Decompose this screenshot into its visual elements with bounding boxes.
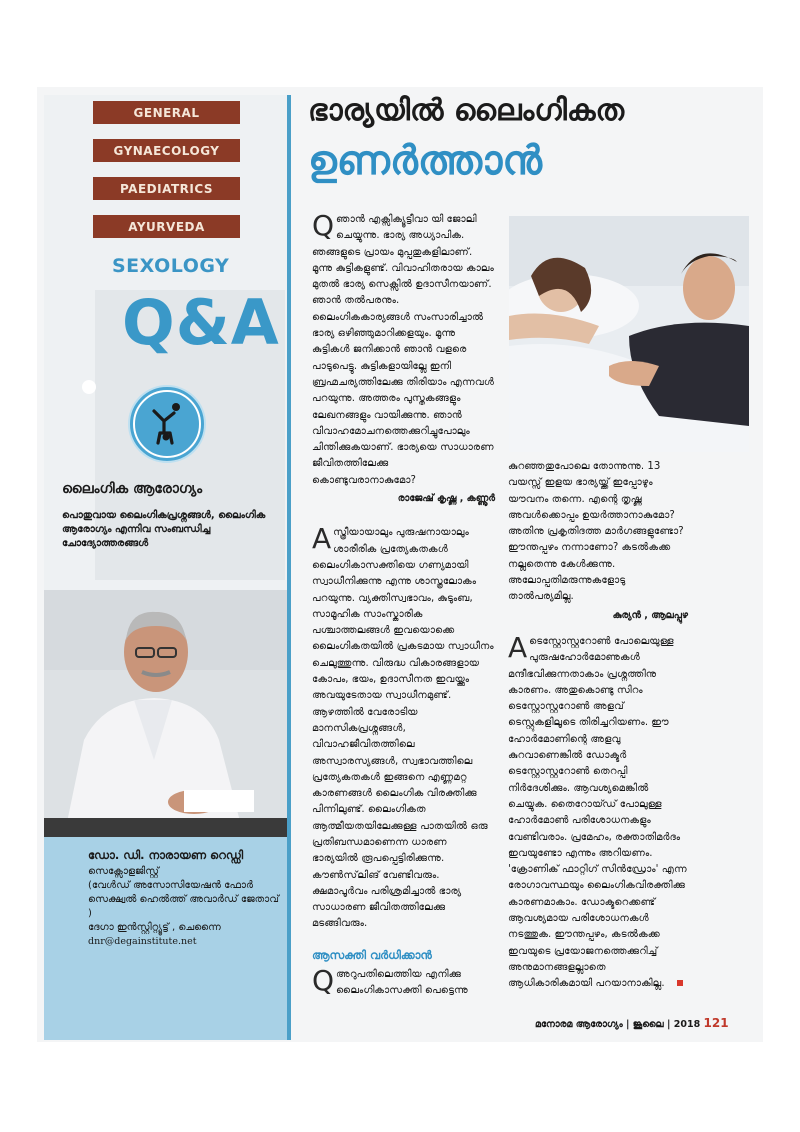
question-2-continued: കുറഞ്ഞതുപോലെ തോന്നുന്നു. 13 വയസ്സ് ഇളയ ഭാര്യയ്ക്ക് ഇപ്പോഴും യൗവനം തന്നെ. എന്റെ തൃഷ്ണ അവൾക്കൊപ്പം ഉയർത്താനാകുമോ? അതിനു പ്രകൃതിദത്ത മാർഗങ്ങളുണ്ടോ? ഈന്തപ്പഴം നന്നാണോ? കടൽകക്ക നല്ലതെന്നു കേൾക്കുന്നു. അലോപ്പതിമരുന്നുകളോടു താൽപര്യമില്ല.: [508, 461, 684, 603]
answer-2: [508, 630, 688, 993]
divider-line: [287, 95, 291, 1040]
category-gynaecology[interactable]: GYNAECOLOGY: [93, 139, 240, 162]
author-award: (വേൾഡ് അസോസിയേഷൻ ഫോർ സെക്ഷ്വൽ ഹെൽത്ത് അവാർഡ് ജേതാവ് ): [88, 880, 279, 919]
headline-line-2: ഉണർത്താൻ: [308, 138, 543, 184]
punch-hole: [82, 380, 96, 394]
author-institute: ദേഗാ ഇൻസ്റ്റിറ്റ്യൂട്ട് , ചെന്നൈ: [88, 922, 221, 933]
answer-1: [312, 522, 495, 932]
author-role: സെക്സോളജിസ്റ്റ്: [88, 866, 159, 877]
question-1: [312, 209, 495, 489]
section-title: ലൈംഗിക ആരോഗ്യം: [62, 481, 203, 497]
answer-2-text: ടെസ്റ്റോസ്റ്ററോൺ പോലെയുള്ള പുരുഷഹോർമോണുകൾ മന്ദീഭവിക്കുന്നതാകാം പ്രശ്നത്തിനു കാരണം. അതുകൊണ്ടു സിറം ടെസ്റ്റോസ്റ്ററോൺ അളവ് ടെസ്റ്റുകളിലൂടെ തിരിച്ചറിയണം. ഈ ഹോർമോണിന്റെ അളവു കുറവാണെങ്കിൽ ഡോക്ടർ ടെസ്റ്റോസ്റ്ററോൺ തെറപ്പി നിർദേശിക്കും. ആവശ്യമെങ്കിൽ ചെയ്യുക. തൈറോയ്ഡ് പോലുള്ള ഹോർമോൺ പരിശോധനകളും വേണ്ടിവരാം. പ്രമേഹം, രക്താതിമർദം ഇവയുണ്ടോ എന്നും അറിയണം. 'ക്രോണിക് ഫാറ്റിഗ് സിൻഡ്രോം' എന്ന രോഗാവസ്ഥയും ലൈംഗികവിരക്തിക്കു കാരണമാകാം. ഡോക്ടറെക്കണ്ട് ആവശ്യമായ പരിശോധനകൾ നടത്തുക. ഈന്തപ്പഴം, കടൽകക്ക ഇവയുടെ പ്രയോജനത്തെക്കുറിച്ച് അനുമാനങ്ങളല്ലാതെ ആധികാരികമായി പറയാനാകില്ല.: [508, 635, 687, 990]
question-2-signature: കുര്യൻ , ആലപ്പുഴ: [612, 609, 688, 621]
qa-label: Q&A: [122, 286, 280, 359]
question-1-signature: രാജേഷ് കൃഷ്ണ , കണ്ണൂർ: [397, 493, 495, 505]
author-name: ഡോ. ഡി. നാരായണ റെഡ്ഡി: [88, 848, 244, 862]
category-paediatrics[interactable]: PAEDIATRICS: [93, 177, 240, 200]
question-2-text-start: അറുപതിലെത്തിയ എനിക്കു ലൈംഗികാസക്തി പെട്ടെന്നു: [336, 969, 468, 997]
subheading: ആസക്തി വർധിക്കാൻ: [312, 947, 432, 962]
dropcap-a: A: [508, 630, 528, 664]
column-1: [312, 209, 495, 1000]
category-general[interactable]: GENERAL: [93, 101, 240, 124]
author-info: [88, 848, 283, 949]
sexology-figure-icon: [128, 385, 206, 463]
couple-photo: [509, 216, 749, 452]
dropcap-q: Q: [312, 209, 335, 242]
doctor-photo: [44, 590, 287, 837]
answer-1-text: സ്ത്രീയായാലും പുരുഷനായാലും ശാരീരിക പ്രത്യേകതകൾ ലൈംഗികാസക്തിയെ ഗണ്യമായി സ്വാധീനിക്കുന്നു എന്നു ശാസ്ത്രലോകം പറയുന്നു. വ്യക്തിസ്വഭാവം, കുടുംബ, സാമൂഹിക സാംസ്കാരിക പശ്ചാത്തലങ്ങൾ ഇവയൊക്കെ ലൈംഗികതയിൽ പ്രകടമായ സ്വാധീനം ചെലുത്തുന്നു. വിരുദ്ധ വികാരങ്ങളായ കോപം, ഭയം, ഉദാസീനത ഇവയ്ക്കും അവയുടേതായ സ്വാധീനമുണ്ട്. ആഴത്തിൽ വേരോടിയ മാനസികപ്രശ്നങ്ങൾ, വിവാഹജീവിതത്തിലെ അസ്വാരസ്യങ്ങൾ, സ്വഭാവത്തിലെ പ്രത്യേകതകൾ ഇങ്ങനെ എണ്ണമറ്റ കാരണങ്ങൾ ലൈംഗിക വിരക്തിക്കു പിന്നിലുണ്ട്. ലൈംഗികത ആത്മീയതയിലേക്കുള്ള പാതയിൽ ഒരു പ്രതിബന്ധമാണെന്ന ധാരണ ഭാര്യയിൽ രൂപപ്പെട്ടിരിക്കുന്നു. കൗൺസ്‌ലിങ് വേണ്ടിവരും. ക്ഷമാപൂർവം പരിശ്രമിച്ചാൽ ഭാര്യ സാധാരണ ജീവിതത്തിലേക്കു മടങ്ങിവരും.: [312, 527, 494, 930]
author-email[interactable]: dnr@degainstitute.net: [88, 936, 197, 947]
dropcap-q: Q: [312, 964, 335, 998]
page-number: 121: [703, 1016, 729, 1030]
end-mark-icon: [677, 980, 683, 986]
column-2: [508, 459, 688, 993]
question-1-text: ഞാൻ എക്സിക്യൂട്ടീവാ യി ജോലി ചെയ്യുന്നു. ഭാര്യ അധ്യാപിക. ഞങ്ങളുടെ പ്രായം മുപ്പതുകളിലാണ്. മൂന്നു കുട്ടികളുണ്ട്. വിവാഹിതരായ കാലം മുതൽ ഭാര്യ സെക്സിൽ ഉദാസീനയാണ്. ഞാൻ തൽപരനും. ലൈംഗികകാര്യങ്ങൾ സംസാരിച്ചാൽ ഭാര്യ ഒഴിഞ്ഞുമാറിക്കളയും. മൂന്നു കുട്ടികൾ ജനിക്കാൻ ഞാൻ വളരെ പാടുപെട്ടു. കുട്ടികളായില്ലേ ഇനി ബ്രഹ്മചര്യത്തിലേക്കു തിരിയാം എന്നവൾ പറയുന്നു. അത്തരം പുസ്തകങ്ങളും ലേഖനങ്ങളും വായിക്കുന്നു. ഞാൻ വിവാഹമോചനത്തെക്കുറിച്ചുപോലും ചിന്തിക്കുകയാണ്. ഭാര്യയെ സാധാരണ ജീവിതത്തിലേക്കു കൊണ്ടുവരാനാകുമോ?: [312, 214, 495, 486]
headline-line-1: ഭാര്യയിൽ ലൈംഗികത: [308, 93, 625, 128]
category-sexology-active[interactable]: SEXOLOGY: [112, 255, 230, 277]
dropcap-a: A: [312, 522, 332, 556]
page-footer: [535, 1016, 729, 1030]
section-description: പൊതുവായ ലൈംഗികപ്രശ്നങ്ങൾ, ലൈംഗിക ആരോഗ്യം എന്നിവ സംബന്ധിച്ച ചോദ്യോത്തരങ്ങൾ: [62, 510, 266, 549]
category-ayurveda[interactable]: AYURVEDA: [93, 215, 240, 238]
question-2-start: [312, 964, 495, 1000]
publication-info: മനോരമ ആരോഗ്യം | ജൂലൈ | 2018: [535, 1019, 701, 1030]
